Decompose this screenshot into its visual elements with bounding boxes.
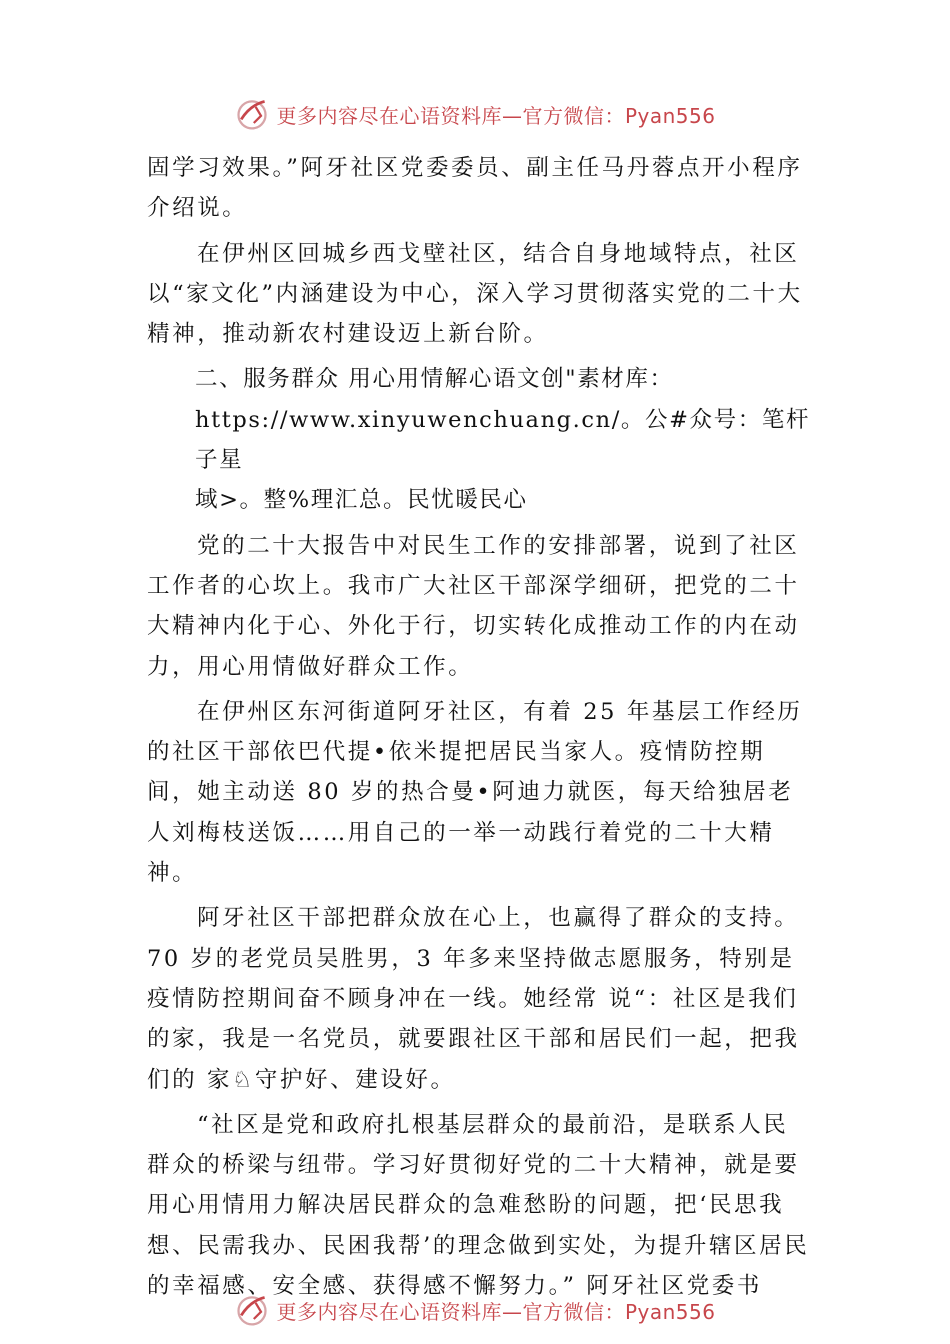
paragraph: 固学习效果。”阿牙社区党委委员、副主任马丹蓉点开小程序介绍说。 [147,155,803,222]
header-banner [0,94,950,134]
paragraph: 在伊州区东河街道阿牙社区，有着 25 年基层工作经历的社区干部依巴代提•依米提把居民当家人。疫情防控期间，她主动送 80 岁的热合曼•阿迪力就医，每天给独居老人刘梅枝送饭……用自己的一举一动践行着党的二十大精神。 [147,698,803,887]
paragraph: “社区是党和政府扎根基层群众的最前沿，是联系人民群众的桥梁与纽带。学习好贯彻好党的二十大精神，就是要用心用情用力解决居民群众的急难愁盼的问题，把‘民思我想、民需我办、民困我帮’的理念做到实处，为提升辖区居民的幸福感、安全感、获得感不懈努力。” 阿牙社区党委书 [147,1111,810,1300]
header-banner-text: 更多内容尽在心语资料库—官方微信：Pyan556 [276,103,716,128]
section-heading-line: 二、服务群众 用心用情解心语文创"素材库： [195,366,674,393]
brush-logo-icon [234,96,270,132]
brush-logo-icon [234,1292,270,1328]
footer-banner-text: 更多内容尽在心语资料库—官方微信：Pyan556 [276,1299,716,1324]
section-heading-line: 域>。整%理汇总。民忧暖民心 [195,487,528,514]
section-heading-line: https://www.xinyuwenchuang.cn/。公#众号：笔杆子星 [195,406,811,474]
paragraph: 党的二十大报告中对民生工作的安排部署，说到了社区工作者的心坎上。我市广大社区干部深学细研，把党的二十大精神内化于心、外化于行，切实转化成推动工作的内在动力，用心用情做好群众工作。 [147,532,800,680]
paragraph: 阿牙社区干部把群众放在心上，也赢得了群众的支持。70 岁的老党员吴胜男，3 年多来坚持做志愿服务，特别是疫情防控期间奋不顾身冲在一线。她经常 说“：社区是我们的家，我是一名党员，就要跟社区干部和居民们一起，把我们的 家♘守护好、建设好。 [147,905,800,1093]
footer-banner [0,1290,950,1330]
paragraph: 在伊州区回城乡西戈壁社区，结合自身地域特点，社区以“家文化”内涵建设为中心，深入学习贯彻落实党的二十大精神，推动新农村建设迈上新台阶。 [147,240,803,348]
document-body [147,148,812,1306]
